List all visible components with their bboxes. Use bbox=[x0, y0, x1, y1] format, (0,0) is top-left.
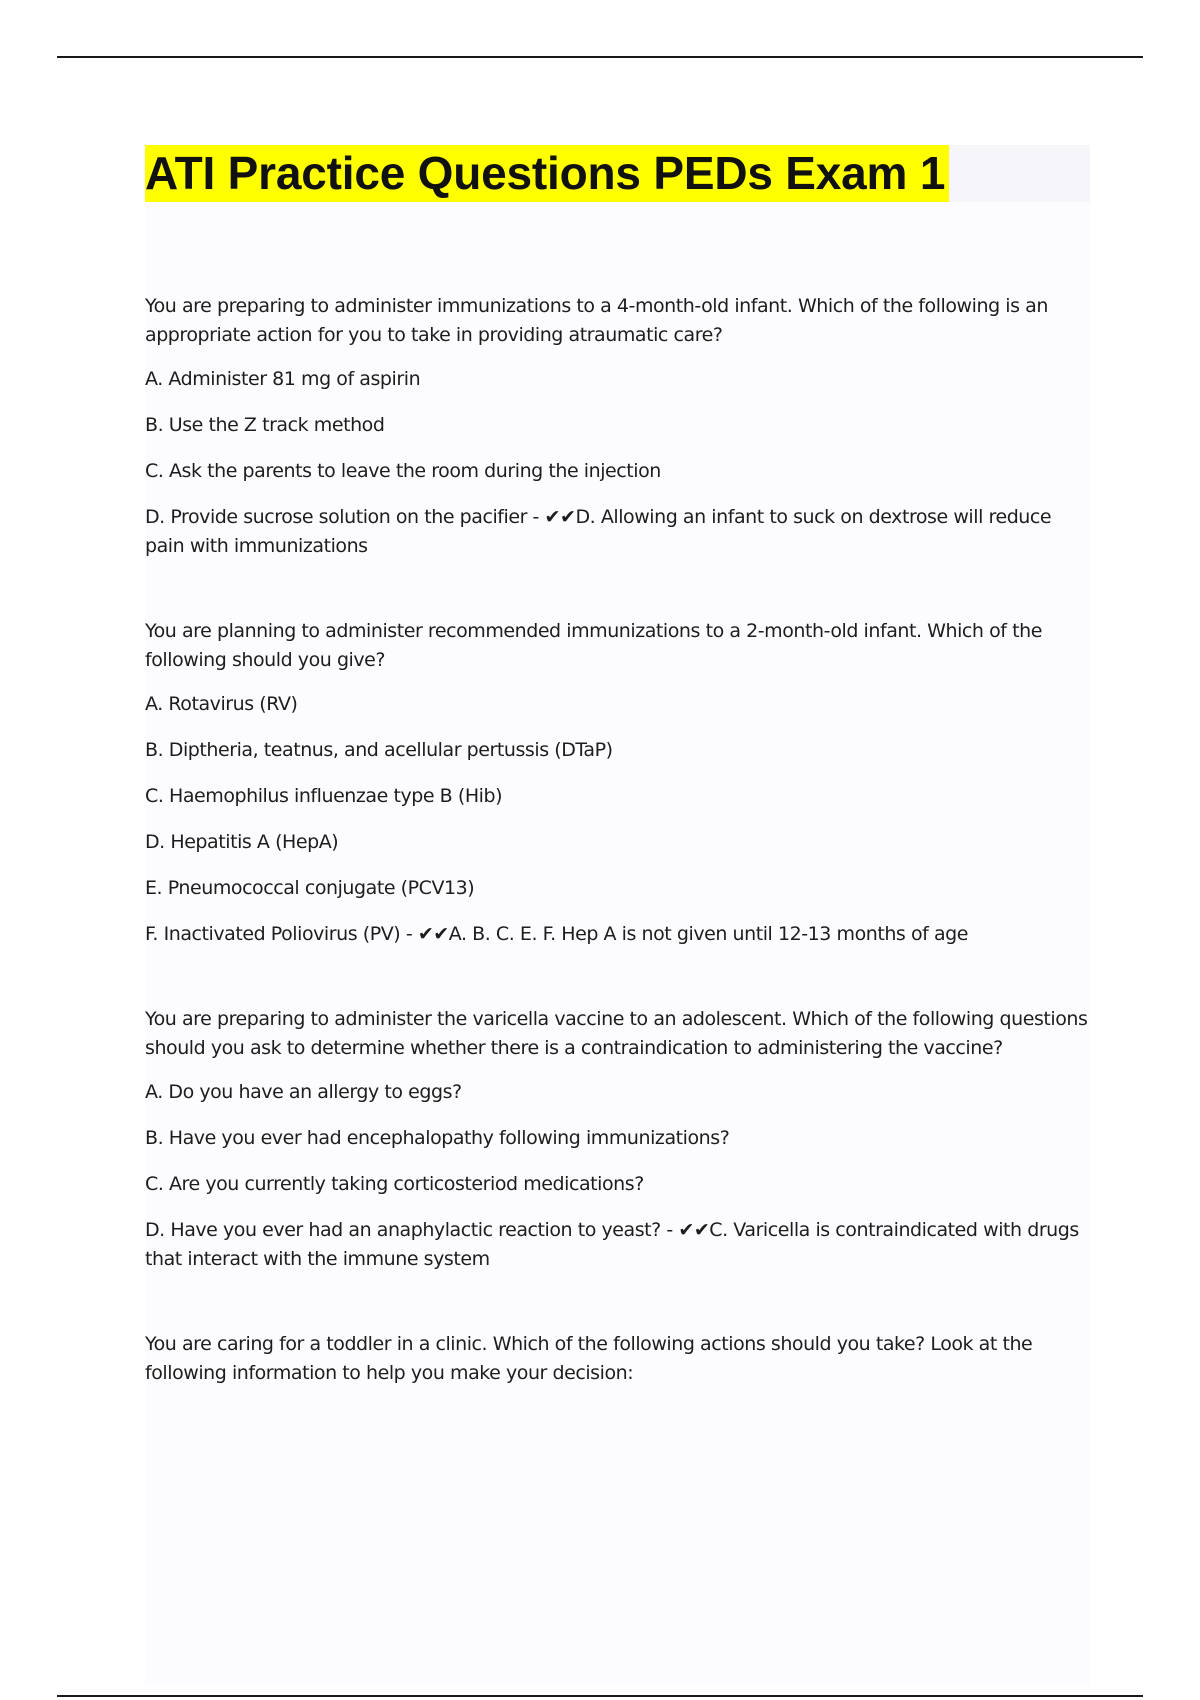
answer-option-with-rationale: D. Have you ever had an anaphylactic reaction to yeast? - ✔✔C. Varicella is contraindicated with drugs that interact with the immune system bbox=[145, 1219, 1079, 1270]
question-2 bbox=[145, 617, 1090, 949]
answer-option: D. Hepatitis A (HepA) bbox=[145, 831, 339, 853]
answer-option: C. Haemophilus influenzae type B (Hib) bbox=[145, 785, 503, 807]
bottom-rule bbox=[57, 1695, 1143, 1697]
question-stem: You are preparing to administer the varicella vaccine to an adolescent. Which of the following questions should you ask to determine whether there is a contraindication to administering the vaccine? bbox=[145, 1008, 1088, 1059]
answer-option: B. Have you ever had encephalopathy following immunizations? bbox=[145, 1127, 730, 1149]
answer-option-with-rationale: F. Inactivated Poliovirus (PV) - ✔✔A. B. C. E. F. Hep A is not given until 12-13 months of age bbox=[145, 923, 969, 945]
question-3 bbox=[145, 1005, 1090, 1274]
question-4 bbox=[145, 1330, 1090, 1388]
answer-option: B. Diptheria, teatnus, and acellular pertussis (DTaP) bbox=[145, 739, 613, 761]
question-list bbox=[145, 292, 1090, 1444]
answer-option: A. Do you have an allergy to eggs? bbox=[145, 1081, 462, 1103]
answer-option-with-rationale: D. Provide sucrose solution on the pacifier - ✔✔D. Allowing an infant to suck on dextrose will reduce pain with immunizations bbox=[145, 506, 1052, 557]
answer-option: A. Administer 81 mg of aspirin bbox=[145, 368, 421, 390]
answer-option: B. Use the Z track method bbox=[145, 414, 385, 436]
answer-option: C. Ask the parents to leave the room during the injection bbox=[145, 460, 661, 482]
question-stem: You are preparing to administer immunizations to a 4-month-old infant. Which of the following is an appropriate action for you to take in providing atraumatic care? bbox=[145, 295, 1048, 346]
question-stem: You are planning to administer recommended immunizations to a 2-month-old infant. Which of the following should you give? bbox=[145, 620, 1042, 671]
page-content bbox=[145, 145, 1090, 1685]
answer-option: A. Rotavirus (RV) bbox=[145, 693, 298, 715]
title-band bbox=[145, 145, 1090, 202]
answer-option: E. Pneumococcal conjugate (PCV13) bbox=[145, 877, 475, 899]
question-1 bbox=[145, 292, 1090, 561]
top-rule bbox=[57, 56, 1143, 58]
document-title: ATI Practice Questions PEDs Exam 1 bbox=[145, 145, 949, 202]
question-stem: You are caring for a toddler in a clinic. Which of the following actions should you take? Look at the following information to help you make your decision: bbox=[145, 1333, 1033, 1384]
answer-option: C. Are you currently taking corticosteriod medications? bbox=[145, 1173, 644, 1195]
